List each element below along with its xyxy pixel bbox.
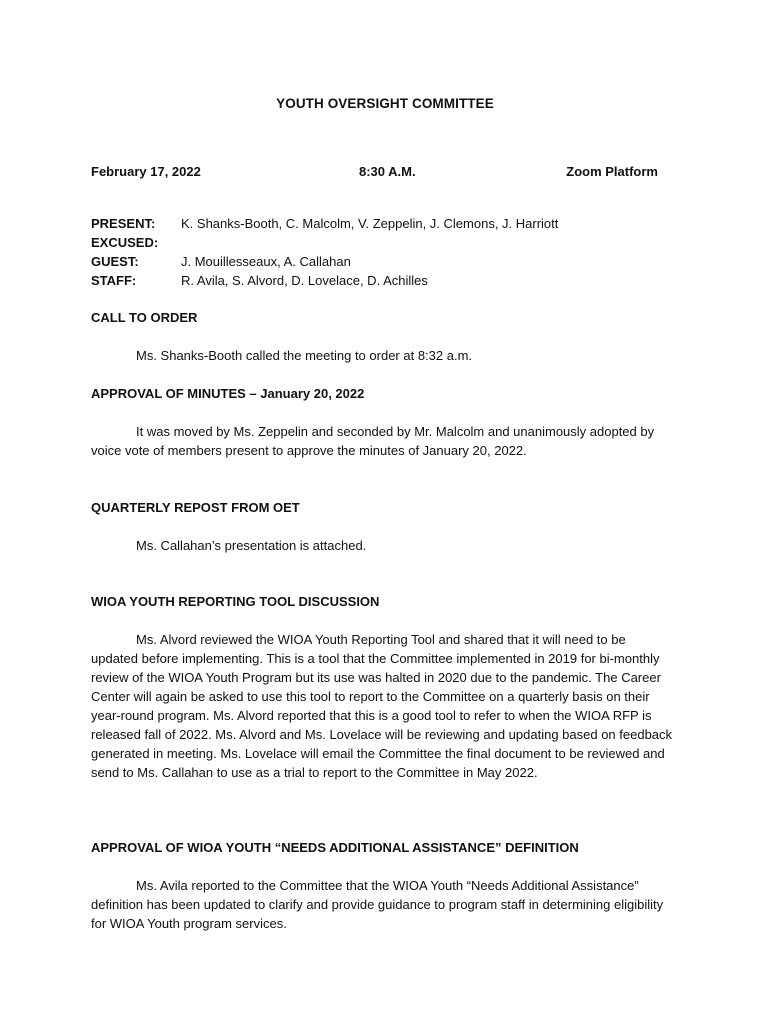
- attendance-list: [91, 214, 691, 290]
- section-body: It was moved by Ms. Zeppelin and seconded by Mr. Malcolm and unanimously adopted by voice vote of members present to approve the minutes of January 20, 2022.: [91, 424, 655, 458]
- section-call-to-order: [91, 308, 674, 365]
- section-body: Ms. Alvord reviewed the WIOA Youth Reporting Tool and shared that it will need to be updated before implementing. This is a tool that the Committee implemented in 2019 for bi-monthly review of the WIOA Youth Program but its use was halted in 2020 due to the pandemic. The Career Center will again be asked to use this tool to report to the Committee on a quarterly basis on their year-round program. Ms. Alvord reported that this is a good tool to refer to when the WIOA RFP is released fall of 2022. Ms. Alvord and Ms. Lovelace will be reviewing and updating based on feedback generated in meeting. Ms. Lovelace will email the Committee the final document to be reviewed and send to Ms. Callahan to use as a trial to report to the Committee in May 2022.: [91, 632, 673, 780]
- section-heading: APPROVAL OF MINUTES – January 20, 2022: [91, 386, 365, 401]
- attendance-excused: [91, 233, 691, 252]
- attendance-label: GUEST:: [91, 254, 139, 269]
- document-title: YOUTH OVERSIGHT COMMITTEE: [276, 96, 494, 111]
- attendance-present: [91, 214, 691, 233]
- section-heading: CALL TO ORDER: [91, 310, 198, 325]
- section-heading: QUARTERLY REPOST FROM OET: [91, 500, 300, 515]
- section-body: Ms. Callahan’s presentation is attached.: [136, 538, 367, 553]
- attendance-label: PRESENT:: [91, 216, 156, 231]
- attendance-value: K. Shanks-Booth, C. Malcolm, V. Zeppelin, J. Clemons, J. Harriott: [181, 216, 559, 231]
- attendance-guest: [91, 252, 691, 271]
- attendance-value: J. Mouillesseaux, A. Callahan: [181, 254, 351, 269]
- section-heading: APPROVAL OF WIOA YOUTH “NEEDS ADDITIONAL ASSISTANCE” DEFINITION: [91, 840, 579, 855]
- section-body: Ms. Shanks-Booth called the meeting to order at 8:32 a.m.: [136, 348, 473, 363]
- attendance-label: EXCUSED:: [91, 235, 159, 250]
- attendance-label: STAFF:: [91, 273, 137, 288]
- section-quarterly-report: [91, 498, 674, 555]
- meeting-location: Zoom Platform: [566, 164, 658, 179]
- section-approval-of-minutes: [91, 384, 674, 460]
- section-body: Ms. Avila reported to the Committee that the WIOA Youth “Needs Additional Assistance” definition has been updated to clarify and provide guidance to program staff in determining eligibility for WIOA Youth program services.: [91, 878, 664, 931]
- meeting-time: 8:30 A.M.: [359, 164, 416, 179]
- meeting-date: February 17, 2022: [91, 164, 201, 179]
- section-heading: WIOA YOUTH REPORTING TOOL DISCUSSION: [91, 594, 380, 609]
- section-reporting-tool: [91, 592, 674, 782]
- attendance-staff: [91, 271, 691, 290]
- meeting-info: [91, 164, 661, 182]
- section-needs-assistance-definition: [91, 838, 674, 933]
- attendance-value: R. Avila, S. Alvord, D. Lovelace, D. Achilles: [181, 273, 428, 288]
